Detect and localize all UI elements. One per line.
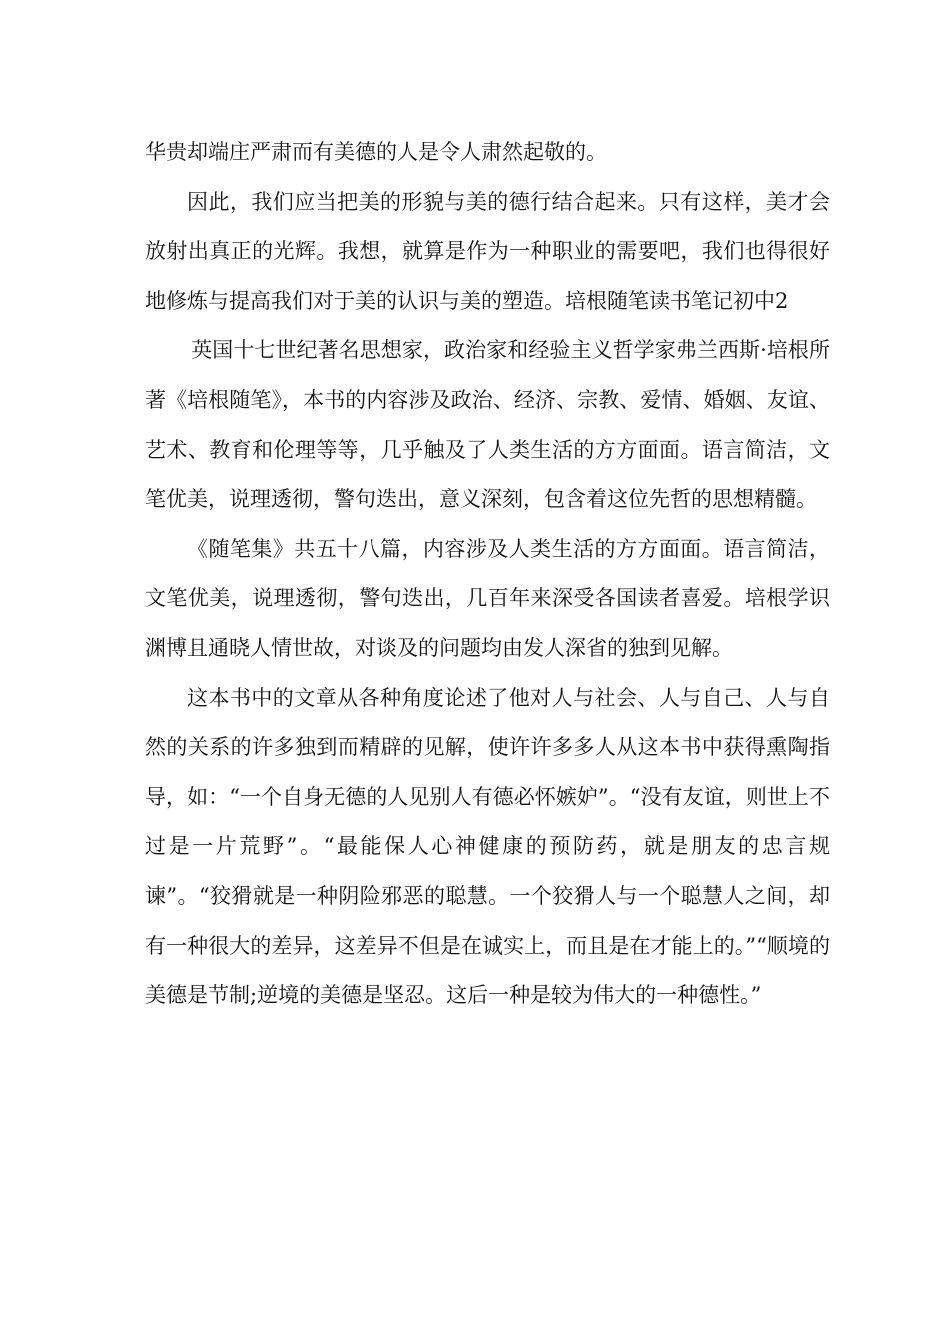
paragraph-5: 这本书中的文章从各种角度论述了他对人与社会、人与自己、人与自然的关系的许多独到而精辟的见解，使许许多多人从这本书中获得熏陶指导，如：“一个自身无德的人见别人有德必怀嫉妒”。“没有友谊，则世上不过是一片荒野”。“最能保人心神健康的预防药，就是朋友的忠言规谏”。“狡猾就是一种阴险邪恶的聪慧。一个狡猾人与一个聪慧人之间，却有一种很大的差异，这差异不但是在诚实上，而且是在才能上的。”“顺境的美德是节制;逆境的美德是坚忍。这后一种是较为伟大的一种德性。” (145, 685, 830, 1008)
body-text (145, 128, 830, 1021)
paragraph-3: 英国十七世纪著名思想家，政治家和经验主义哲学家弗兰西斯·培根所著《培根随笔》，本书的内容涉及政治、经济、宗教、爱情、婚姻、友谊、艺术、教育和伦理等等，几乎触及了人类生活的方方面面。语言简洁，文笔优美，说理透彻，警句迭出，意义深刻，包含着这位先哲的思想精髓。 (145, 338, 830, 512)
paragraph-2: 因此，我们应当把美的形貌与美的德行结合起来。只有这样，美才会放射出真正的光辉。我想，就算是作为一种职业的需要吧，我们也得很好地修炼与提高我们对于美的认识与美的塑造。培根随笔读书笔记初中2 (145, 189, 830, 313)
paragraph-1: 华贵却端庄严肃而有美德的人是令人肃然起敬的。 (145, 140, 607, 164)
paragraph-4: 《随笔集》共五十八篇，内容涉及人类生活的方方面面。语言简洁，文笔优美，说理透彻，警句迭出，几百年来深受各国读者喜爱。培根学识渊博且通晓人情世故，对谈及的问题均由发人深省的独到见解。 (145, 536, 830, 660)
